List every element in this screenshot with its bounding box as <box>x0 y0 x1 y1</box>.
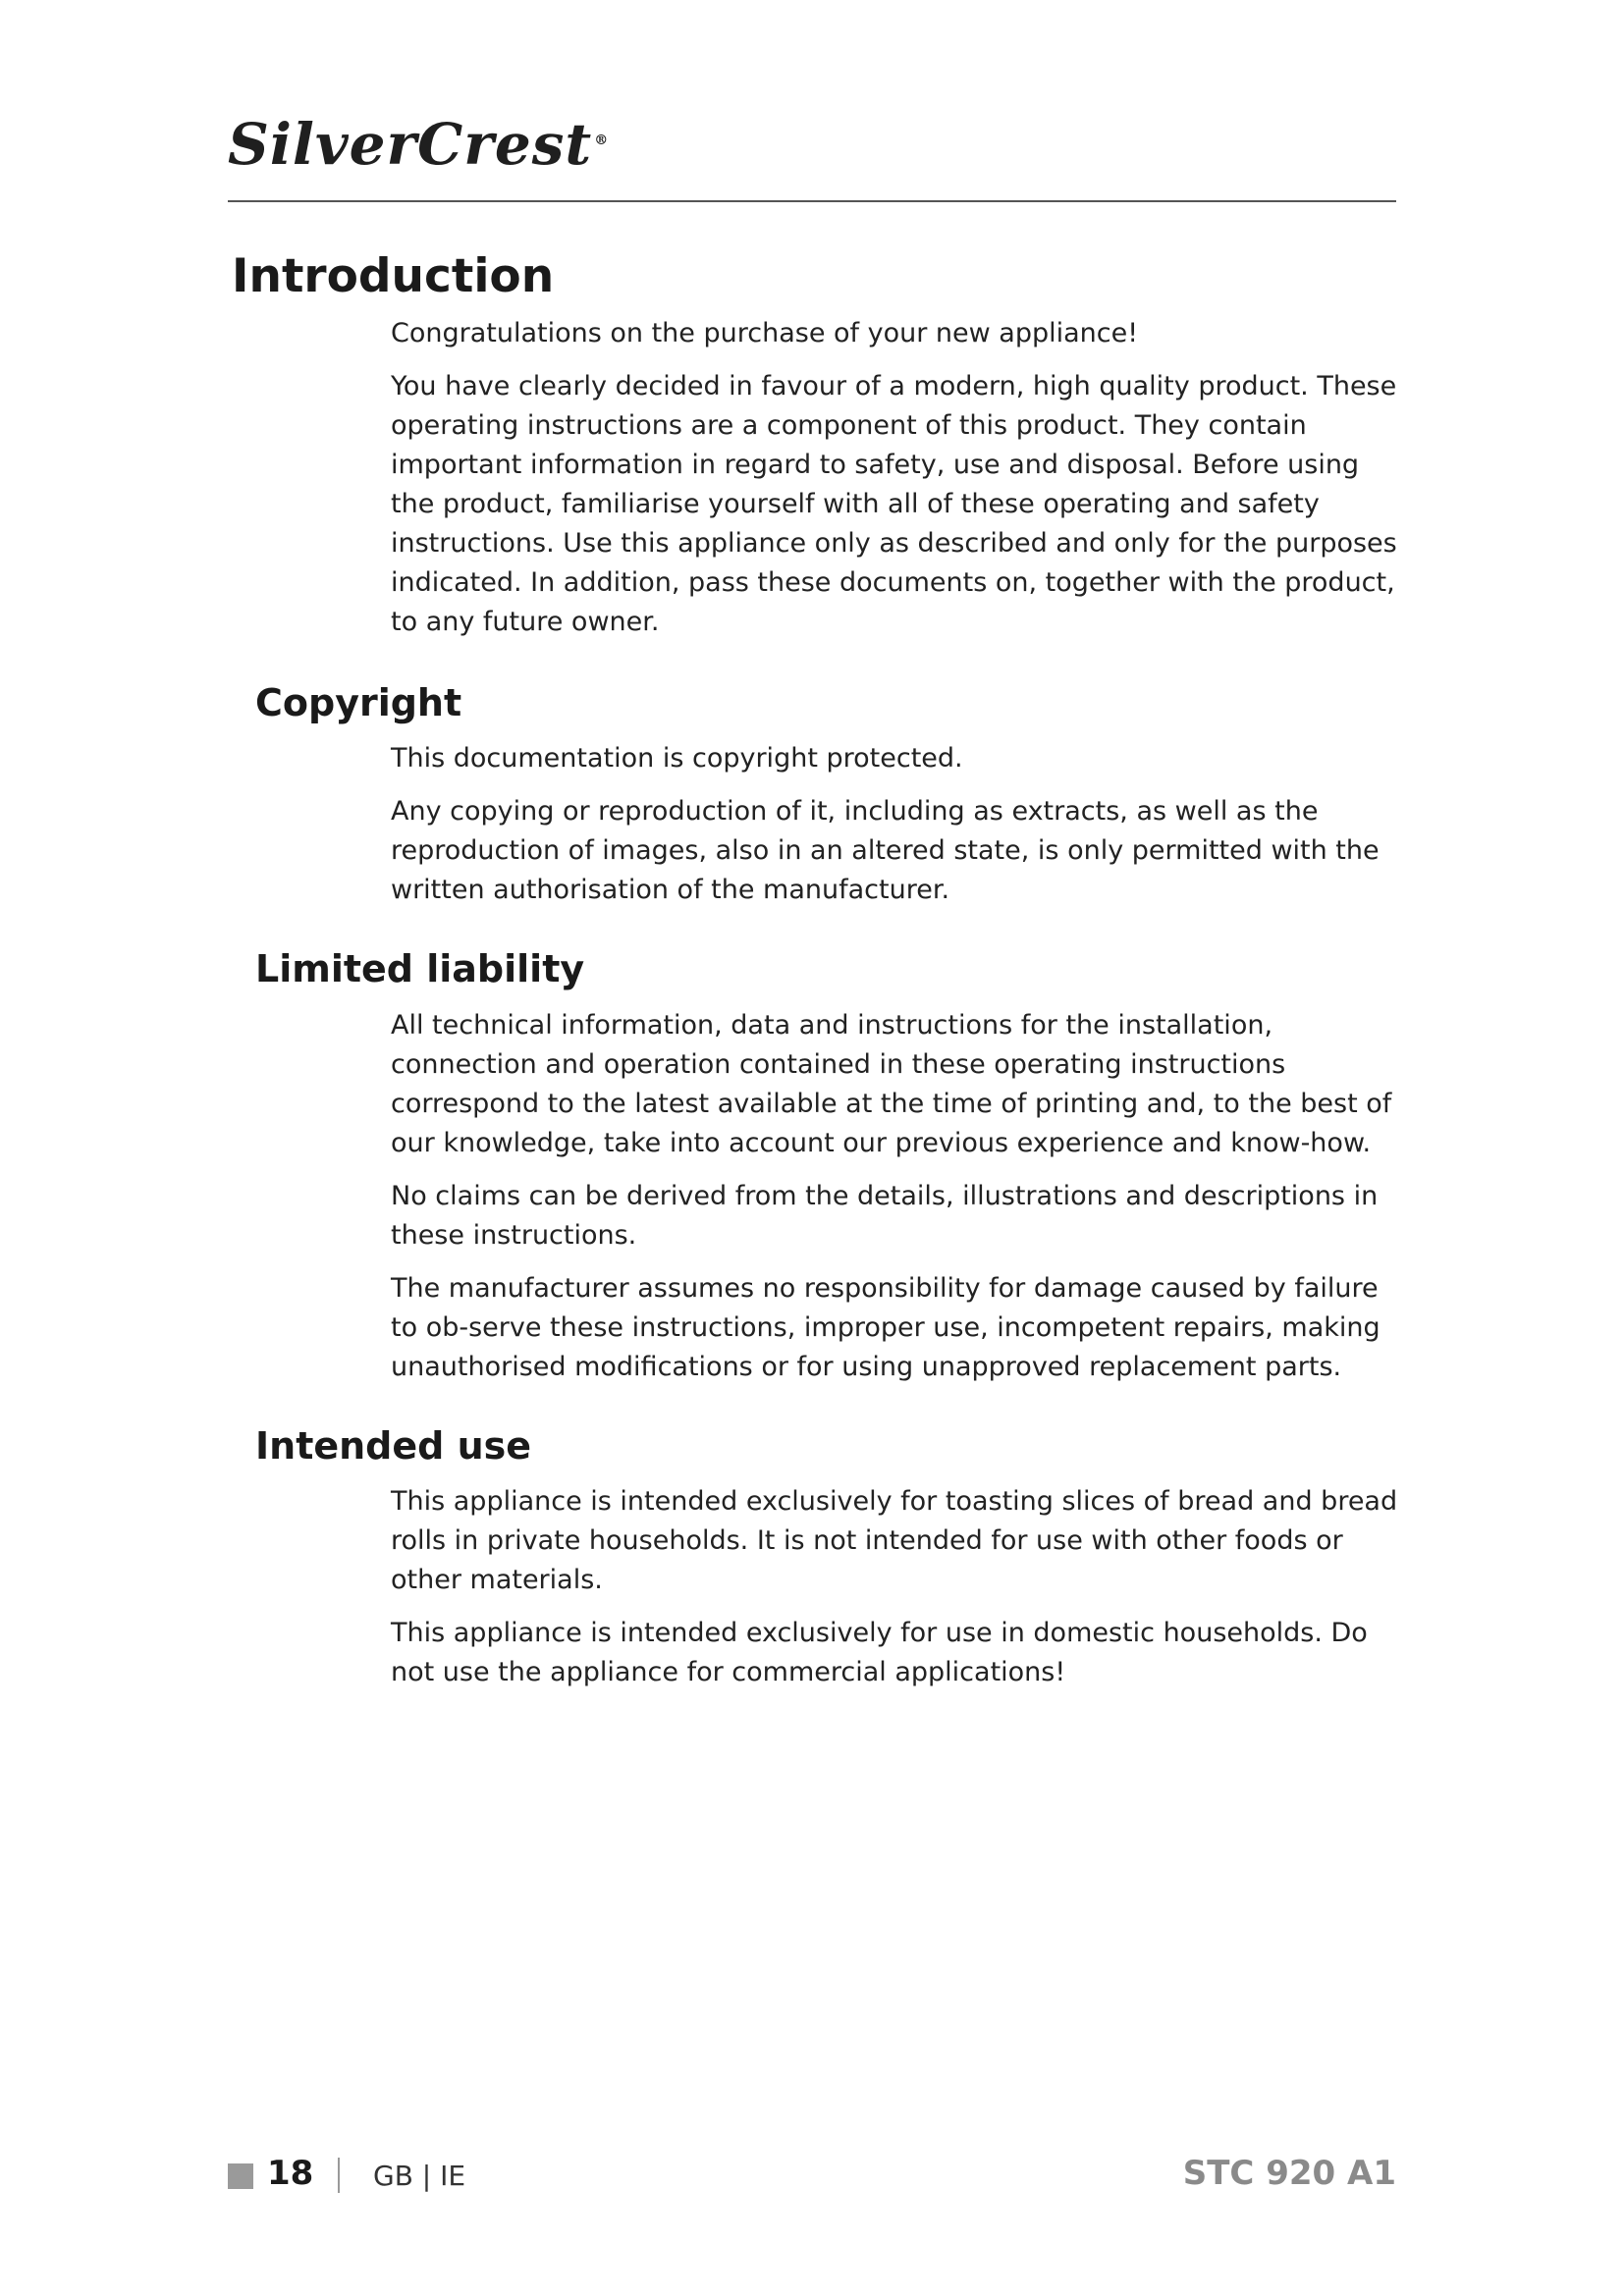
header-divider <box>228 200 1396 202</box>
section-paragraph: This documentation is copyright protected. <box>391 743 963 774</box>
intro-section <box>0 314 1624 642</box>
brand-name: SilverCrest <box>228 111 593 178</box>
registered-mark: ® <box>594 132 610 148</box>
page-footer <box>228 2150 1396 2199</box>
footer-square-marker <box>228 2163 253 2189</box>
section-paragraph: The manufacturer assumes no responsibility for damage caused by failure to ob-serve these instructions, improper use, incompetent repairs, making unauthorised modifications or for using unapproved replacement parts. <box>391 1272 1380 1382</box>
language-code: GB | IE <box>373 2160 466 2192</box>
section-paragraph: This appliance is intended exclusively for use in domestic households. Do not use the appliance for commercial applications! <box>391 1618 1368 1688</box>
section-heading: Copyright <box>255 681 462 724</box>
model-number: STC 920 A1 <box>1182 2154 1396 2193</box>
intro-paragraph: Congratulations on the purchase of your new appliance! <box>391 318 1139 348</box>
section-paragraph: Any copying or reproduction of it, including as extracts, as well as the reproduction of images, also in an altered state, is only permitted with the written authorisation of the manufacturer. <box>391 796 1380 906</box>
section-paragraph: This appliance is intended exclusively for toasting slices of bread and bread rolls in private households. It is not intended for use with other foods or other materials. <box>391 1486 1398 1596</box>
intro-paragraph: You have clearly decided in favour of a modern, high quality product. These operating instructions are a component of this product. They contain important information in regard to safety, use and disposal. Before using the product, familiarise yourself with all of these operating and safety instructions. Use this appliance only as described and only for the purposes indicated. In addition, pass these documents on, together with the product, to any future owner. <box>391 371 1397 637</box>
section-paragraph: No claims can be derived from the details, illustrations and descriptions in these instructions. <box>391 1180 1379 1251</box>
section-heading: Intended use <box>255 1423 532 1468</box>
page-number: 18 <box>267 2154 314 2193</box>
page-title: Introduction <box>232 249 555 303</box>
section-intended-use <box>0 1422 1624 1692</box>
section-limited-liability <box>0 945 1624 1386</box>
main-content <box>0 314 1624 1728</box>
footer-divider <box>338 2158 340 2193</box>
section-copyright <box>0 679 1624 910</box>
brand-logo <box>228 111 610 178</box>
section-heading: Limited liability <box>255 947 585 991</box>
section-paragraph: All technical information, data and instructions for the installation, connection and operation contained in these operating instructions correspond to the latest available at the time of printing and, to the best of our knowledge, take into account our previous experience and know-how. <box>391 1009 1392 1158</box>
